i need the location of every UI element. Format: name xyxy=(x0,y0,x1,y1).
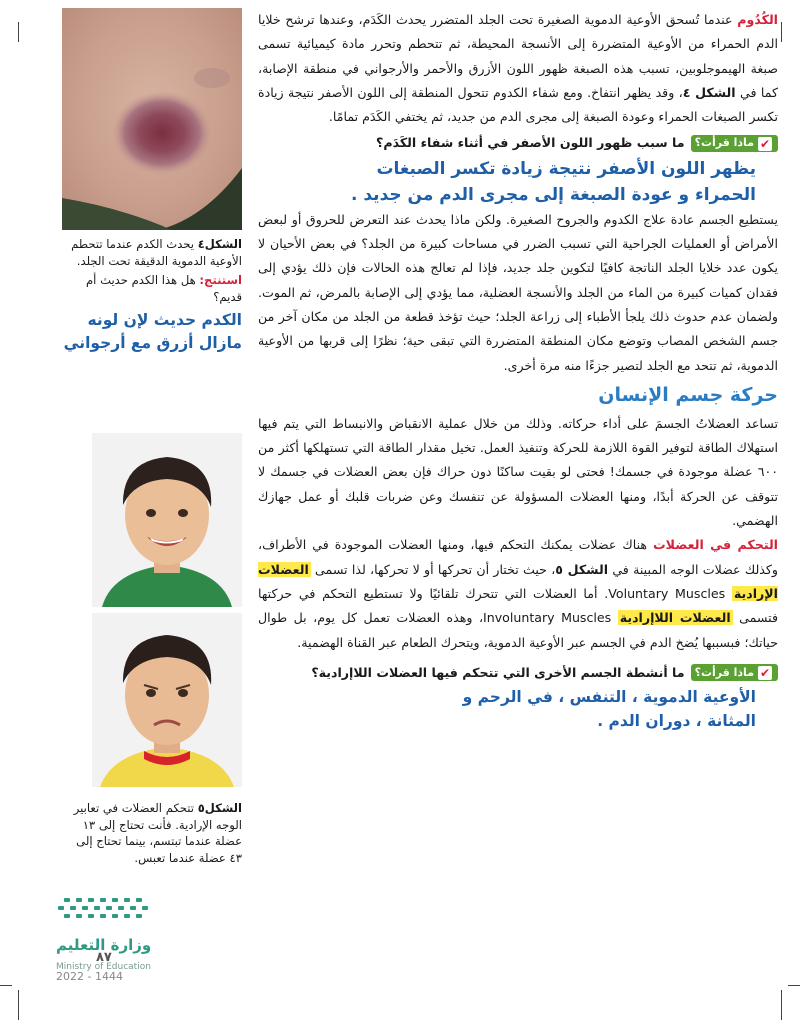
figure-ref: الشكل ٤ xyxy=(682,84,736,100)
edition-year: 2022 - 1444 xyxy=(56,970,123,983)
involuntary-muscles-en: Involuntary Muscles xyxy=(483,610,612,626)
main-column xyxy=(258,8,778,733)
voluntary-muscles-term: العضلات الإرادية xyxy=(258,561,778,601)
skin-graft-paragraph: يستطيع الجسم عادة علاج الكدوم والجروح الصغيرة. ولكن ماذا يحدث عند التعرض للحروق أو لبعض الأمراض أو العمليات الجراحية التي تسبب الضرر في مساحات كبيرة من الجلد؟ في بعض الأحيان لا يكون عدد خلايا الجلد الناتجة كافيًا لتكوين جلد جديد، فإذا لم تعالج هذه الحالات فإن ذلك يؤدي إلى فقدان كميات كبيرة من الماء من الجلد والأنسجة العضلية، مما يؤدي إلى الإصابة بالمرض، ثم الموت. ولضمان عدم حدوث ذلك يلجأ الأطباء إلى زراعة الجلد؛ حيث تؤخذ قطعة من الجلد من مكان آخر من جسم الشخص المصاب وتوضع مكان المنطقة المتضررة التي تبقى حية؛ نظرًا إلى قربها من الأوعية الدموية، ثم تتحد مع الجلد لتصير جزءًا منه مرة أخرى. xyxy=(258,211,778,373)
crop-mark xyxy=(18,990,19,1020)
figure5-label: الشكل٥ xyxy=(197,801,242,815)
reading-check-question: ما سبب ظهور اللون الأصفر في أثناء شفاء الكَدَم؟ xyxy=(376,135,685,151)
bruise-paragraph: الكُدُوم عندما تُسحق الأوعية الدموية الصغيرة تحت الجلد المتضرر يحدث الكَدَم، وعندها ترشح خلايا الدم الحمراء من الأوعية المتضررة إلى الأنسجة المحيطة، ثم تتحطم وتحرر مادة كيميائية تسمى صبغة الهيموجلوبين، تسبب هذه الصبغة ظهور اللون الأزرق والأحمر والأرجواني في منطقة الإصابة، كما في الشكل ٤، وقد يظهر انتفاخ. ومع شفاء الكدوم تتحول المنطقة إلى اللون الأصفر نتيجة زيادة تكسر الصبغات الحمراء وعودة الصبغة إلى مجرى الدم من جديد، ثم يختفي الكَدَم تمامًا. xyxy=(258,12,778,125)
bruise-image xyxy=(62,8,242,230)
reading-check-2 xyxy=(258,661,778,685)
ministry-name-ar: وزارة التعليم xyxy=(56,936,152,954)
reading-check-badge: ✔ ماذا قرأت؟ xyxy=(691,135,778,152)
infer-question: هل هذا الكدم حديث أم قديم؟ xyxy=(85,273,242,304)
smiling-boy-photo xyxy=(92,433,242,607)
handwritten-answer-2: الأوعية الدموية ، التنفس ، في الرحم و المثانة ، دوران الدم . xyxy=(462,688,756,731)
figure4-label: الشكل٤ xyxy=(197,237,242,251)
check-icon: ✔ xyxy=(759,136,771,151)
muscle-control-paragraph: التحكم في العضلات هناك عضلات يمكنك التحكم فيها، ومنها العضلات الموجودة في الأطراف، وكذلك عضلات الوجه المبينة في الشكل ٥، حيث تختار أن تحركها أو لا تحركها، لذا تسمى العضلات الإرادية Voluntary Muscles. أما العضلات التي تتحرك تلقائيًا ولا تستطيع التحكم في حركتها فتسمى العضلات اللاإرادية Involuntary Muscles، وهذه العضلات تعمل كل يوم، بل طوال حياتك؛ فبسببها يُضخ الدم في الجسم عبر الأوعية الدموية، ويتحرك الطعام عبر القناة الهضمية. xyxy=(258,537,778,650)
ministry-footer xyxy=(56,896,206,984)
figure4-text: يحدث الكدم عندما تتحطم الأوعية الدموية الدقيقة تحت الجلد. xyxy=(71,237,242,268)
reading-check-question: ما أنشطة الجسم الأخرى التي تتحكم فيها العضلات اللاإرادية؟ xyxy=(311,664,685,680)
figure4-caption xyxy=(62,236,242,355)
handwritten-answer-1: يظهر اللون الأصفر نتيجة زيادة تكسر الصبغات الحمراء و عودة الصبغة إلى مجرى الدم من جديد . xyxy=(350,158,756,205)
figure5-caption xyxy=(62,800,242,866)
smiling-face-image xyxy=(92,433,242,607)
reading-check-badge: ✔ ماذا قرأت؟ xyxy=(691,664,778,681)
voluntary-muscles-en: Voluntary Muscles xyxy=(608,585,726,601)
crop-mark xyxy=(0,985,12,986)
check-icon: ✔ xyxy=(759,665,771,680)
crop-mark xyxy=(788,985,800,986)
reading-check-1 xyxy=(258,131,778,155)
involuntary-muscles-term: العضلات اللاإرادية xyxy=(619,610,731,626)
ministry-logo-icon xyxy=(56,896,156,926)
page-number: ٨٧ xyxy=(96,950,112,965)
frowning-face-image xyxy=(92,613,242,787)
muscles-paragraph: تساعد العضلاتُ الجسمَ على أداء حركاته. وذلك من خلال عملية الانقباض والانبساط التي يتم فيها استهلاك الطاقة لتوفير القوة اللازمة للحركة وتنفيذ العمل. تخيل مقدار الطاقة التي تستهلكها أكثر من ٦٠٠ عضلة موجودة في جسمك! فحتى لو بقيت ساكنًا دون حراك فإن بعض العضلات في جسمك لا تتوقف عن الحركة أبدًا، ومنها العضلات المسؤولة عن تنفسك وعن ضربات قلبك أو عمل جهازك الهضمي. xyxy=(258,415,778,529)
handwritten-answer-sidebar: الكدم حديث لإن لونه مازال أزرق مع أرجواني xyxy=(63,311,242,352)
infer-label: استنتج: xyxy=(199,273,242,287)
figure5-text: تتحكم العضلات في تعابير الوجه الإرادية. فأنت تحتاج إلى ١٣ عضلة عندما تبتسم، بينما تحتاج إلى ٤٣ عضلة عندما تعبس. xyxy=(73,801,242,865)
bruise-photo xyxy=(62,8,242,230)
crop-mark xyxy=(18,22,19,42)
bruise-term: الكُدُوم xyxy=(737,12,778,27)
crop-mark xyxy=(781,22,782,42)
crop-mark xyxy=(781,990,782,1020)
figure-ref: الشكل ٥ xyxy=(555,561,609,577)
muscle-control-term: التحكم في العضلات xyxy=(653,537,778,553)
frowning-boy-photo xyxy=(92,613,242,787)
ministry-name-en: Ministry of Education xyxy=(56,962,151,972)
section-title: حركة جسم الإنسان xyxy=(598,383,778,406)
